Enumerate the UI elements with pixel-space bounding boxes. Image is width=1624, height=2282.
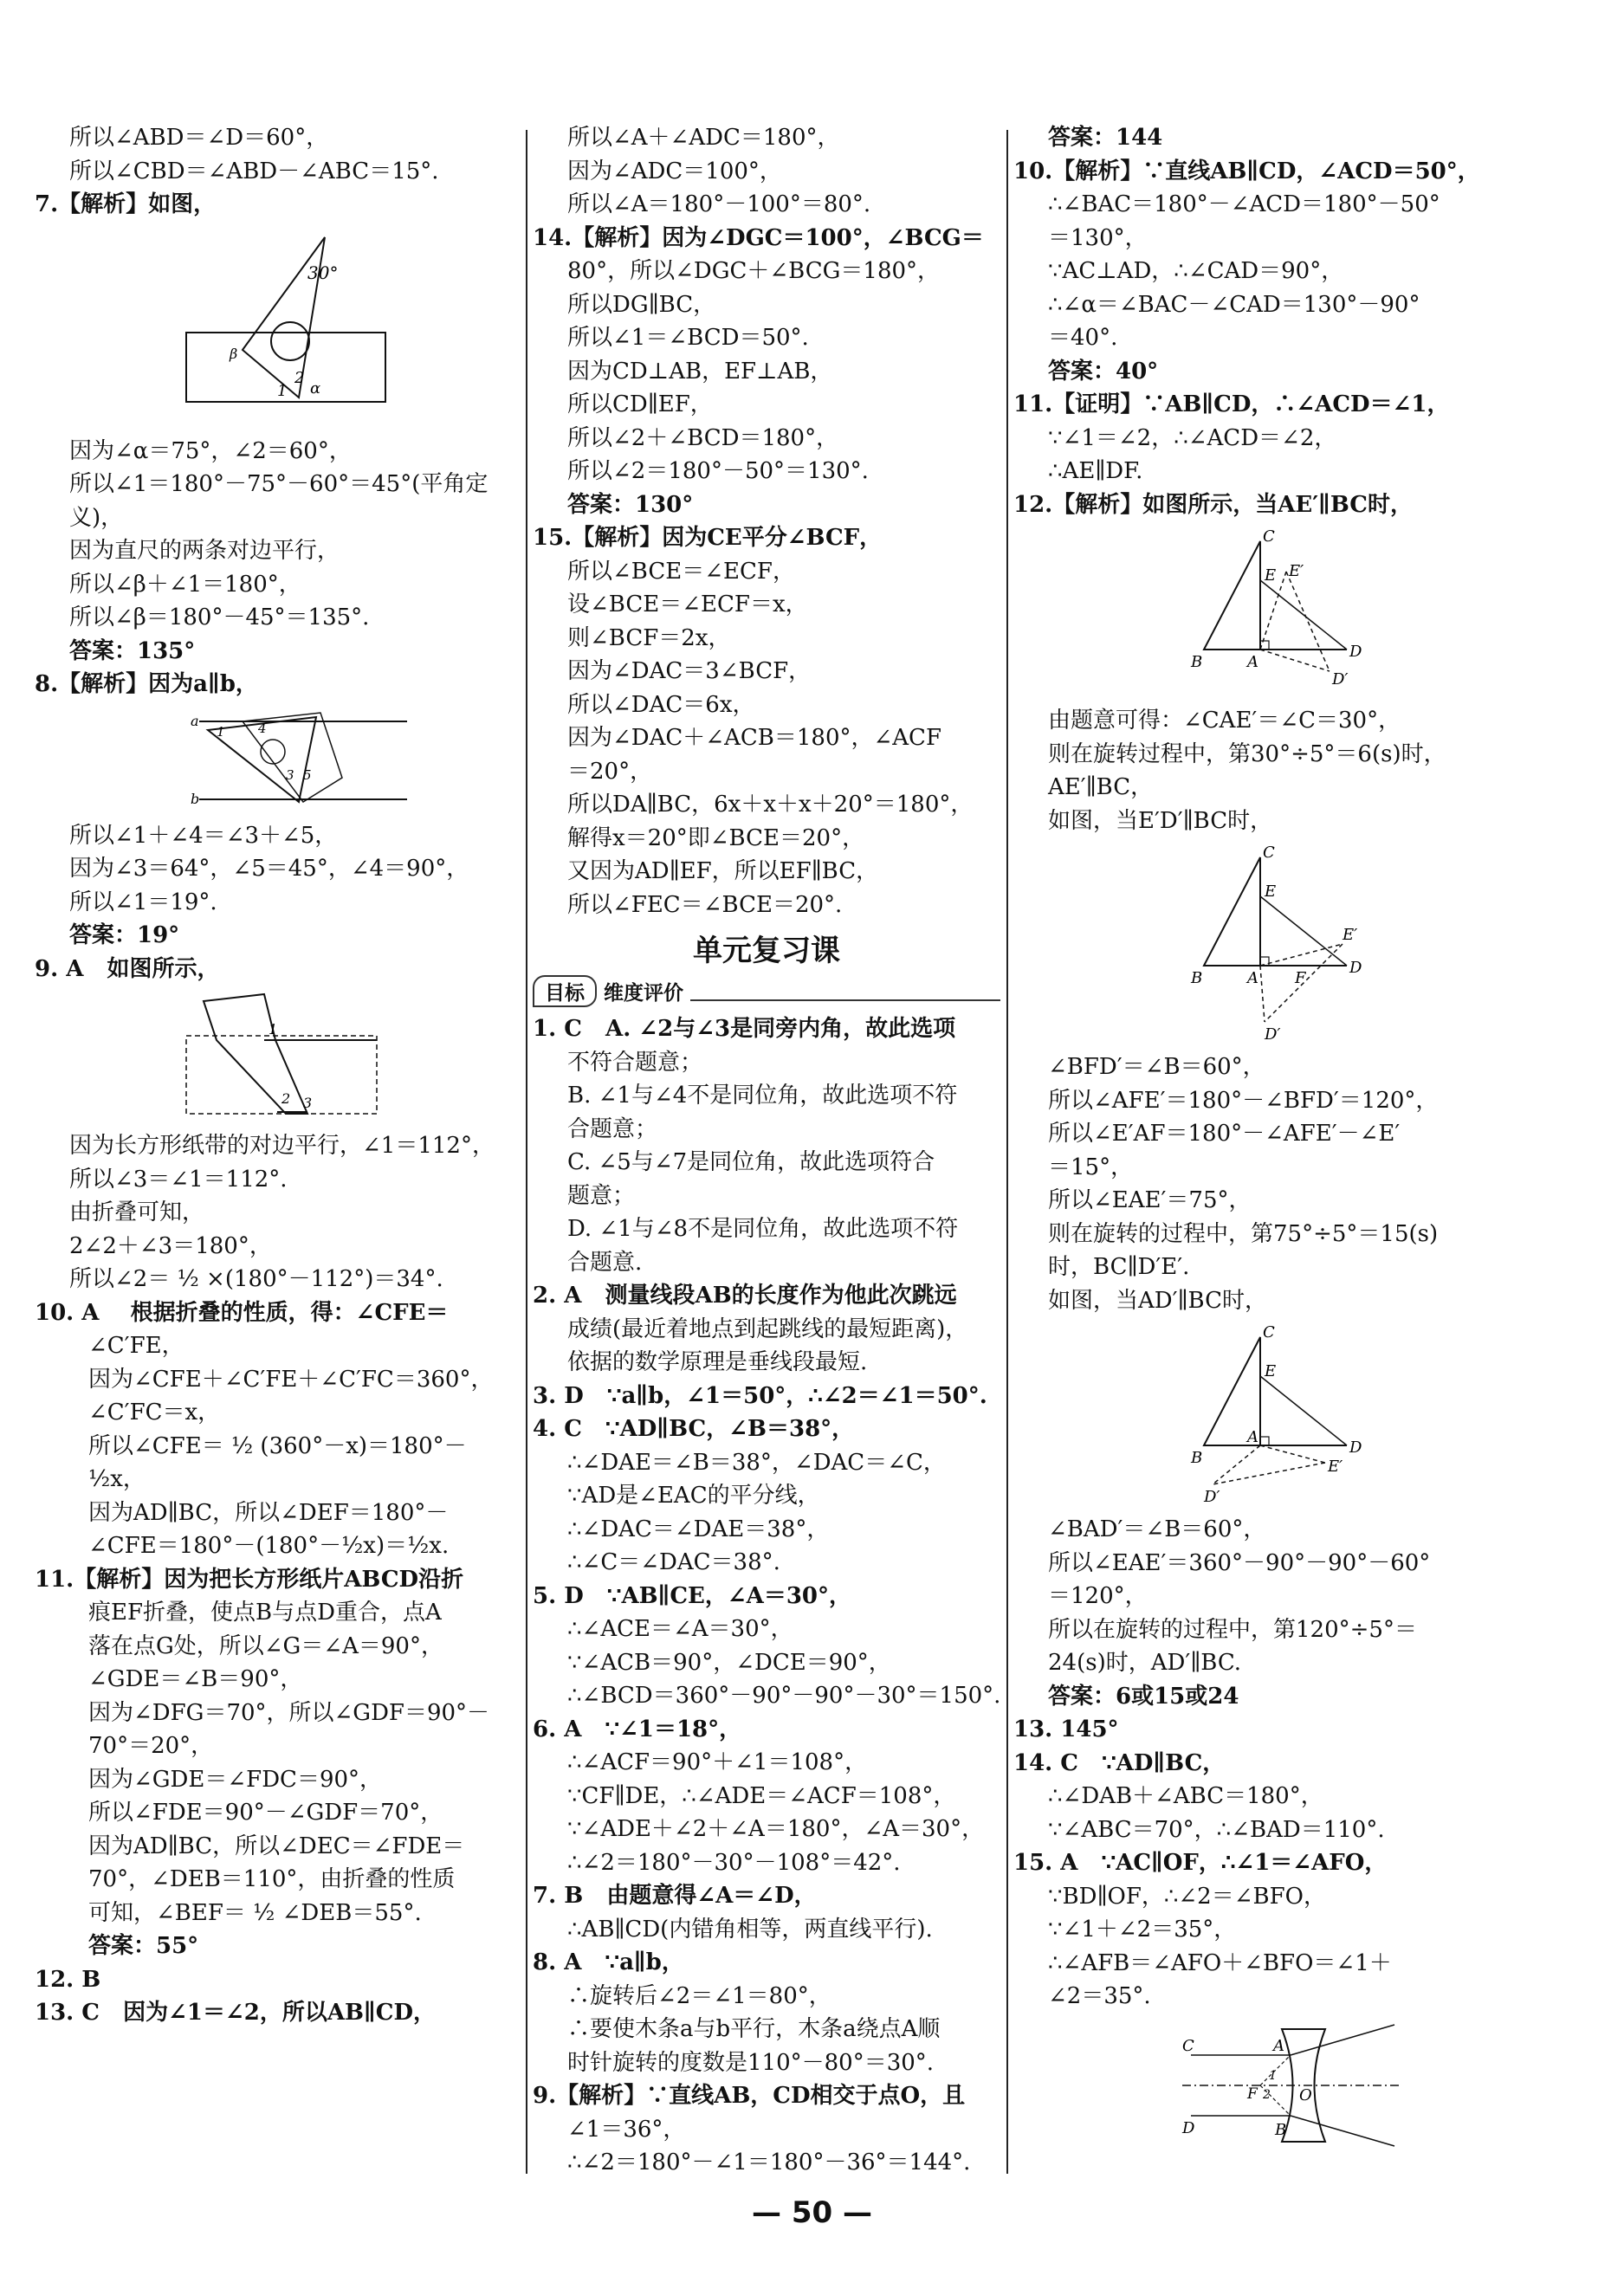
text-line: ＝15°， [1048, 1154, 1134, 1180]
text-line: ∵CF∥DE，∴∠ADE＝∠ACF＝108°， [567, 1782, 956, 1809]
point-label: E′ [1343, 926, 1358, 944]
text-line: ∴AE∥DF. [1048, 458, 1143, 484]
text-line: 因为∠DAC＝3∠BCF， [567, 658, 812, 684]
point-label: B [1275, 2120, 1287, 2139]
point-label: D [1349, 1438, 1362, 1457]
text-line: ∠1＝36°， [567, 2116, 686, 2143]
text-line: 70°＝20°， [88, 1733, 214, 1759]
text-line: 所以CD∥EF， [567, 391, 713, 417]
text-line: D. ∠1与∠8不是同位角，故此选项不符 [567, 1216, 959, 1242]
r14-line: 14. C ∵AD∥BC， [1013, 1749, 1226, 1776]
answer: 答案：19° [69, 922, 180, 948]
text-line: 所以∠A＝180°－100°＝80°. [567, 191, 871, 217]
text-line: ∴∠AFB＝∠AFO＋∠BFO＝∠1＋ [1048, 1949, 1392, 1976]
line-label: a [191, 712, 199, 729]
text-line: 所以DA∥BC，6x＋x＋x＋20°＝180°， [567, 792, 974, 818]
text-line: 所以∠CBD＝∠ABD－∠ABC＝15°. [69, 158, 439, 184]
answer: 答案：135° [69, 637, 196, 664]
text-line: 落在点G处，所以∠G＝∠A＝90°， [88, 1632, 443, 1659]
text-line: 因为AD∥BC，所以∠DEC＝∠FDE＝ [88, 1833, 465, 1859]
q8-heading: 8.【解析】因为a∥b， [35, 671, 258, 697]
text-line: 所以∠3＝∠1＝112°. [69, 1166, 288, 1193]
q15-line: 15.【解析】因为CE平分∠BCF， [533, 525, 883, 551]
angle-label: 3 [303, 1095, 313, 1111]
text-line: 因为∠DFG＝70°，所以∠GDF＝90°－ [88, 1699, 490, 1726]
text-line: 时，BC∥D′E′. [1048, 1254, 1190, 1280]
line-label: b [191, 790, 200, 807]
r5-line: 5. D ∵AB∥CE，∠A＝30°， [533, 1582, 851, 1609]
point-label: A [1247, 653, 1258, 671]
text-line: 所以∠EAE′＝75°， [1048, 1187, 1252, 1213]
text-line: 所以∠EAE′＝360°－90°－90°－60° [1048, 1549, 1431, 1576]
r9-line: 9.【解析】∵直线AB，CD相交于点O，且 [533, 2083, 966, 2109]
text-line: 所以∠DAC＝6x， [567, 691, 755, 718]
text-line: ∴∠DAE＝∠B＝38°，∠DAC＝∠C， [567, 1449, 946, 1476]
text-line: 因为CD⊥AB，EF⊥AB， [567, 358, 833, 385]
point-label: E′ [1328, 1458, 1343, 1476]
text-line: ∠2＝35°. [1048, 1983, 1151, 2009]
point-label: D′ [1265, 1025, 1281, 1044]
text-line: ∴∠DAC＝∠DAE＝38°， [567, 1516, 830, 1542]
angle-label: 2 [281, 1090, 291, 1107]
column-divider [1006, 130, 1008, 2174]
text-line: ∠BFD′＝∠B＝60°， [1048, 1054, 1265, 1080]
text-line: 由题意可得：∠CAE′＝∠C＝30°， [1048, 708, 1401, 734]
angle-label: 2 [1263, 2087, 1271, 2102]
text-line: 因为∠CFE＋∠C′FE＋∠C′FC＝360°， [88, 1366, 494, 1393]
angle-label: α [310, 378, 321, 398]
angle-label: 1 [269, 1021, 278, 1038]
point-label: B [1191, 653, 1203, 671]
text-line: 依据的数学原理是垂线段最短. [567, 1349, 868, 1375]
point-label: D′ [1332, 670, 1349, 688]
point-label: A [1247, 969, 1258, 987]
answer: 答案：40° [1048, 358, 1159, 385]
text-line: 因为长方形纸带的对边平行，∠1＝112°， [69, 1133, 495, 1159]
r1-line: 1. C A. ∠2与∠3是同旁内角，故此选项 [533, 1016, 956, 1042]
text-line: 设∠BCE＝∠ECF＝x， [567, 592, 808, 617]
text-line: 痕EF折叠，使点B与点D重合，点A [88, 1600, 442, 1626]
text-line: 如图，当AD′∥BC时， [1048, 1287, 1268, 1314]
text-line: 所以∠FEC＝∠BCE＝20°. [567, 891, 843, 918]
point-label: C [1263, 528, 1275, 546]
r2-line: 2. A 测量线段AB的长度作为他此次跳远 [533, 1283, 957, 1309]
text-line: 所以∠AFE′＝180°－∠BFD′＝120°， [1048, 1087, 1439, 1114]
text-line: 解得x＝20°即∠BCE＝20°， [567, 824, 865, 851]
angle-label: 1 [217, 723, 225, 740]
text-line: 所以∠BCE＝∠ECF， [567, 558, 795, 585]
column-2 [533, 121, 1000, 2180]
text-line: C. ∠5与∠7是同位角，故此选项符合 [567, 1149, 935, 1175]
text-line: ∵AD是∠EAC的平分线， [567, 1483, 820, 1509]
text-line: 因为∠GDE＝∠FDC＝90°， [88, 1766, 383, 1793]
section-tag [533, 975, 1000, 1007]
text-line: ＝40°. [1048, 325, 1118, 351]
point-label: D [1349, 643, 1362, 661]
q11-line: 11.【解析】因为把长方形纸片ABCD沿折 [35, 1566, 464, 1593]
text-line: ∴∠BCD＝360°－90°－90°－30°＝150°. [567, 1683, 1001, 1709]
text-line: 因为∠DAC＋∠ACB＝180°，∠ACF [567, 725, 941, 751]
point-label: B [1191, 1449, 1203, 1467]
r8-line: 8. A ∵a∥b， [533, 1949, 684, 1975]
text-line: ∠C′FE， [88, 1333, 184, 1359]
angle-label: 4 [258, 720, 267, 736]
point-label: D′ [1204, 1488, 1220, 1506]
text-line: 又因为AD∥EF，所以EF∥BC， [567, 858, 879, 884]
text-line: 合题意. [567, 1249, 643, 1276]
text-line: ∴∠C＝∠DAC＝38°. [567, 1549, 780, 1575]
point-label: E [1265, 1362, 1277, 1380]
text-line: 则∠BCF＝2x， [567, 624, 731, 651]
text-line: ∠GDE＝∠B＝90°， [88, 1666, 303, 1692]
text-line: ∴AB∥CD(内错角相等，两直线平行). [567, 1916, 933, 1943]
q7-ruler-triangle-figure [182, 229, 398, 428]
text-line: 合题意； [567, 1115, 658, 1142]
text-line: ∵∠ACB＝90°，∠DCE＝90°， [567, 1649, 891, 1676]
text-line: ∴∠ACE＝∠A＝30°， [567, 1616, 793, 1642]
text-line: 所以∠1＝19°. [69, 889, 217, 915]
text-line: AE′∥BC， [1048, 774, 1154, 800]
column-divider [526, 130, 527, 2174]
angle-label: 30° [307, 262, 339, 283]
text-line: 所以∠2＝180°－50°＝130°. [567, 458, 869, 484]
text-line: 不符合题意； [567, 1049, 703, 1076]
text-line: B. ∠1与∠4不是同位角，故此选项不符 [567, 1083, 958, 1109]
text-line: 所以∠1＝∠BCD＝50°. [567, 325, 809, 351]
q9-heading: 9. A 如图所示， [35, 955, 220, 982]
text-line: ∵AC⊥AD，∴∠CAD＝90°， [1048, 258, 1344, 284]
point-label: D [1182, 2118, 1195, 2137]
text-line: ∴∠BAC＝180°－∠ACD＝180°－50° [1048, 191, 1440, 217]
text-line: ∴要使木条a与b平行，木条a绕点A顺 [567, 2016, 941, 2042]
text-line: 因为AD∥BC，所以∠DEF＝180°－ [88, 1499, 449, 1526]
text-line: 因为∠ADC＝100°， [567, 158, 782, 184]
text-line: ∵BD∥OF，∴∠2＝∠BFO， [1048, 1883, 1326, 1910]
answer: 答案：6或15或24 [1048, 1683, 1239, 1710]
text-line: 所以∠1＋∠4＝∠3＋∠5， [69, 822, 338, 849]
text-line: 时针旋转的度数是110°－80°＝30°. [567, 2049, 935, 2076]
text-line: 所以∠β＝180°－45°＝135°. [69, 604, 370, 630]
text-line: ∴∠2＝180°－30°－108°＝42°. [567, 1849, 901, 1876]
point-label: F [1247, 2085, 1258, 2103]
r12-figure-a [1187, 528, 1386, 697]
text-line: ∠CFE＝180°－(180°－½x)＝½x. [88, 1533, 450, 1559]
text-line: 所以在旋转的过程中，第120°÷5°＝ [1048, 1616, 1417, 1643]
text-line: 由折叠可知， [69, 1199, 205, 1225]
r15-line: 15. A ∵AC∥OF，∴∠1＝∠AFO， [1013, 1850, 1388, 1876]
point-label: C [1263, 1324, 1275, 1341]
point-label: E [1265, 882, 1277, 901]
q7-heading: 7.【解析】如图， [35, 191, 217, 217]
r15-lens-figure [1178, 2020, 1403, 2150]
point-label: F [1295, 969, 1306, 987]
q8-parallel-lines-figure [191, 708, 416, 812]
text-line: ∵∠ADE＋∠2＋∠A＝180°，∠A＝30°， [567, 1816, 985, 1842]
text-line: 所以∠1＝180°－75°－60°＝45°(平角定 [69, 471, 488, 497]
angle-label: β [230, 345, 238, 362]
text-line: 则在旋转的过程中，第75°÷5°＝15(s) [1048, 1220, 1439, 1247]
text-line: 因为∠3＝64°，∠5＝45°，∠4＝90°， [69, 856, 469, 882]
column-1 [35, 121, 524, 2030]
angle-label: 1 [277, 381, 288, 400]
text-line: ∴∠ACF＝90°＋∠1＝108°， [567, 1749, 868, 1775]
text-line: ∠BAD′＝∠B＝60°， [1048, 1516, 1266, 1542]
text-line: 则在旋转过程中，第30°÷5°＝6(s)时， [1048, 740, 1446, 767]
text-line: ＝120°， [1048, 1583, 1148, 1609]
point-label: A [1247, 1428, 1258, 1446]
q9-folded-strip-figure [182, 992, 398, 1122]
point-label: E [1265, 566, 1277, 585]
r10-line: 10.【解析】∵直线AB∥CD，∠ACD＝50°， [1013, 158, 1480, 184]
text-line: 所以∠CFE＝ ½ (360°－x)＝180°－ [88, 1432, 467, 1459]
r11-line: 11.【证明】∵AB∥CD，∴∠ACD＝∠1， [1013, 391, 1450, 417]
r12-figure-b [1187, 844, 1386, 1044]
angle-label: 5 [303, 766, 312, 783]
text-line: ∴∠2＝180°－∠1＝180°－36°＝144°. [567, 2149, 971, 2175]
r12-figure-c [1187, 1324, 1386, 1506]
text-line: ∵∠1＋∠2＝35°， [1048, 1917, 1237, 1943]
text-line: 题意； [567, 1182, 636, 1209]
text-line: 所以∠2＝ ½ ×(180°－112°)＝34°. [69, 1266, 443, 1292]
column-3 [1013, 121, 1589, 2157]
text-line: ∠C′FC＝x， [88, 1400, 221, 1425]
text-line: 所以∠E′AF＝180°－∠AFE′－∠E′ [1048, 1121, 1401, 1147]
point-label: C [1182, 2036, 1194, 2055]
text-line: ∴旋转后∠2＝∠1＝80°， [567, 1982, 831, 2009]
tag-subtitle: 维度评价 [604, 982, 683, 1005]
text-line: 2∠2＋∠3＝180°， [69, 1232, 272, 1259]
r3-line: 3. D ∵a∥b，∠1＝50°，∴∠2＝∠1＝50°. [533, 1382, 987, 1409]
text-line: ∵∠1＝∠2，∴∠ACD＝∠2， [1048, 424, 1337, 451]
q13-line: 13. C 因为∠1＝∠2，所以AB∥CD， [35, 2000, 437, 2026]
text-line: ½x， [88, 1466, 146, 1492]
r6-line: 6. A ∵∠1＝18°， [533, 1716, 742, 1742]
answer: 答案：144 [1048, 125, 1163, 151]
q14-line: 14.【解析】因为∠DGC＝100°，∠BCG＝ [533, 224, 984, 251]
angle-label: 2 [294, 368, 305, 387]
answer: 答案：55° [88, 1933, 199, 1959]
text-line: ∴∠α＝∠BAC－∠CAD＝130°－90° [1048, 291, 1420, 318]
q12-line: 12. B [35, 1966, 101, 1993]
text-line: 24(s)时，AD′∥BC. [1048, 1650, 1242, 1676]
text-line: ＝130°， [1048, 224, 1148, 251]
text-line: 所以∠ABD＝∠D＝60°， [69, 125, 329, 151]
page-number: — 50 — [752, 2195, 872, 2230]
text-line: 因为直尺的两条对边平行， [69, 538, 340, 564]
point-label: A [1273, 2036, 1284, 2055]
text-line: ＝20°， [567, 758, 653, 785]
text-line: 70°，∠DEB＝110°，由折叠的性质 [88, 1866, 456, 1892]
text-line: ∴∠DAB＋∠ABC＝180°， [1048, 1783, 1323, 1809]
text-line: 所以∠β＋∠1＝180°， [69, 571, 301, 598]
tag-label: 目标 [533, 975, 597, 1007]
point-label: O [1299, 2085, 1312, 2104]
point-label: E′ [1289, 562, 1304, 580]
r7-line: 7. B 由题意得∠A＝∠D， [533, 1883, 817, 1909]
angle-label: 1 [1269, 2068, 1277, 2083]
r12-heading: 12.【解析】如图所示，当AE′∥BC时， [1013, 491, 1413, 518]
r13-line: 13. 145° [1013, 1716, 1119, 1742]
answer: 答案：130° [567, 491, 694, 518]
text-line: 所以∠FDE＝90°－∠GDF＝70°， [88, 1800, 443, 1826]
text-line: 所以∠A＋∠ADC＝180°， [567, 125, 840, 151]
text-line: ∵∠ABC＝70°，∴∠BAD＝110°. [1048, 1816, 1385, 1843]
r4-line: 4. C ∵AD∥BC，∠B＝38°， [533, 1416, 855, 1442]
angle-label: 3 [286, 766, 294, 783]
text-line: 可知，∠BEF＝ ½ ∠DEB＝55°. [88, 1899, 422, 1926]
q10-line: 10. A 根据折叠的性质，得：∠CFE＝ [35, 1299, 449, 1326]
text-line: 所以∠2＋∠BCD＝180°， [567, 424, 839, 451]
text-line: 所以DG∥BC， [567, 291, 716, 318]
point-label: D [1349, 959, 1362, 977]
point-label: B [1191, 969, 1203, 987]
section-title: 单元复习课 [693, 934, 840, 968]
tag-rule [690, 982, 1000, 1001]
point-label: C [1263, 844, 1275, 862]
text-line: 如图，当E′D′∥BC时， [1048, 807, 1273, 834]
text-line: 因为∠α＝75°，∠2＝60°， [69, 437, 352, 464]
text-line: 成绩(最近着地点到起跳线的最短距离)， [567, 1316, 968, 1342]
text-line: 80°，所以∠DGC＋∠BCG＝180°， [567, 258, 941, 284]
text-line: 义)， [69, 504, 124, 531]
